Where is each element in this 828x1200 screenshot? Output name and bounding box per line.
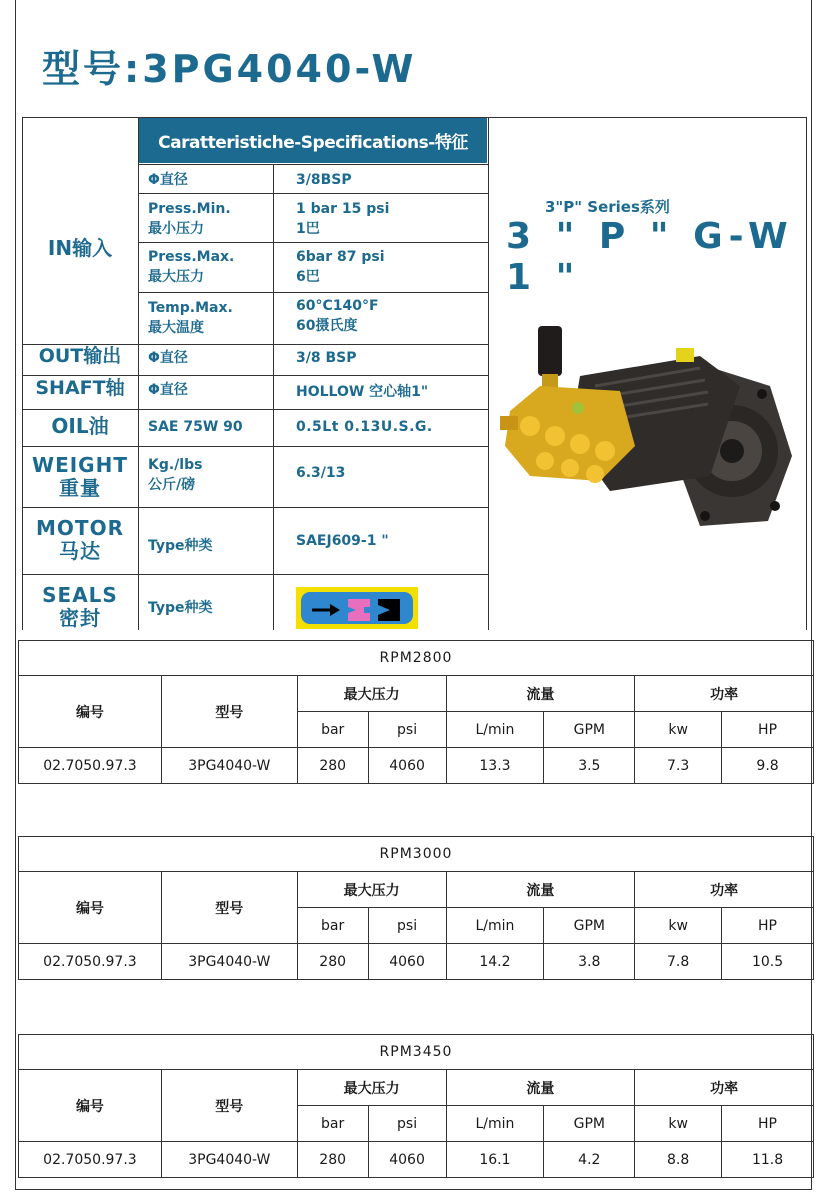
pressure-header: 最大压力 (297, 872, 446, 908)
seals-type-label: Type种类 (148, 600, 213, 616)
psi-cell: 4060 (368, 944, 446, 980)
kw-cell: 8.8 (635, 1142, 722, 1178)
bar-header: bar (297, 712, 368, 748)
motor-label (22, 517, 138, 563)
motor-label-en: MOTOR (36, 516, 124, 540)
lmin-cell: 13.3 (446, 748, 544, 784)
model-cell: 3PG4040-W (161, 944, 297, 980)
bar-cell: 280 (297, 1142, 368, 1178)
psi-header: psi (368, 1106, 446, 1142)
weight-label-en: WEIGHT (32, 453, 128, 477)
rpm-title: RPM3000 (19, 837, 814, 872)
shaft-value: HOLLOW 空心轴1" (296, 384, 429, 400)
lmin-cell: 14.2 (446, 944, 544, 980)
page-title: 型号:3PG4040-W (42, 47, 417, 91)
gpm-cell: 3.5 (544, 748, 635, 784)
kw-header: kw (635, 908, 722, 944)
motor-value: SAEJ609-1 " (296, 533, 389, 549)
pmax-value-en: 6bar 87 psi (296, 249, 385, 265)
pmax-value-cn: 6巴 (296, 269, 320, 286)
pmax-label-cn: 最大压力 (148, 269, 204, 286)
temp-value-cn: 60摄氏度 (296, 318, 358, 335)
flow-header: 流量 (446, 1070, 635, 1106)
spec-divider (23, 446, 488, 447)
pmin-value-en: 1 bar 15 psi (296, 201, 390, 217)
model-header: 型号 (161, 1070, 297, 1142)
weight-unit-en: Kg./lbs (148, 457, 203, 473)
temp-label (148, 298, 233, 339)
pmax-label-en: Press.Max. (148, 249, 235, 265)
hp-header: HP (722, 1106, 814, 1142)
spec-divider (138, 242, 488, 243)
weight-unit-cn: 公斤/磅 (148, 477, 196, 494)
weight-label (22, 454, 138, 500)
temp-value (296, 296, 379, 337)
spec-divider (138, 164, 488, 165)
motor-label-cn: 马达 (59, 539, 101, 563)
temp-label-en: Temp.Max. (148, 300, 233, 316)
bar-header: bar (297, 1106, 368, 1142)
kw-cell: 7.3 (635, 748, 722, 784)
shaft-label: SHAFT轴 (35, 377, 125, 399)
oil-label: OIL油 (51, 414, 109, 438)
gpm-cell: 3.8 (544, 944, 635, 980)
code-header: 编号 (19, 1070, 162, 1142)
psi-header: psi (368, 908, 446, 944)
series-label: 3"P" Series系列 (545, 198, 670, 216)
pmin-value-cn: 1巴 (296, 221, 320, 238)
lmin-header: L/min (446, 1106, 544, 1142)
spec-divider (23, 574, 488, 575)
out-label: OUT输出 (38, 345, 122, 367)
gpm-header: GPM (544, 712, 635, 748)
power-header: 功率 (635, 872, 814, 908)
psi-header: psi (368, 712, 446, 748)
spec-divider (23, 375, 488, 376)
oil-value: 0.5Lt 0.13U.S.G. (296, 419, 433, 435)
table-row (19, 748, 814, 784)
flow-header: 流量 (446, 872, 635, 908)
rpm-table (18, 640, 814, 784)
kw-cell: 7.8 (635, 944, 722, 980)
lmin-header: L/min (446, 712, 544, 748)
shaft-diam-label: Φ直径 (148, 382, 188, 398)
model-cell: 3PG4040-W (161, 1142, 297, 1178)
rpm-table (18, 1034, 814, 1178)
temp-label-cn: 最大温度 (148, 320, 204, 337)
pmin-value (296, 199, 389, 240)
lmin-cell: 16.1 (446, 1142, 544, 1178)
spec-divider (23, 409, 488, 410)
pump-image (500, 316, 800, 536)
kw-header: kw (635, 1106, 722, 1142)
model-header: 型号 (161, 872, 297, 944)
pmin-label (148, 199, 231, 240)
pressure-header: 最大压力 (297, 1070, 446, 1106)
rpm-table (18, 836, 814, 980)
code-cell: 02.7050.97.3 (19, 748, 162, 784)
gpm-cell: 4.2 (544, 1142, 635, 1178)
code-header: 编号 (19, 872, 162, 944)
spec-divider (23, 507, 488, 508)
series-model: 3 " P " G-W 1 " (506, 216, 794, 298)
table-row (19, 1142, 814, 1178)
pmax-value (296, 247, 385, 288)
power-header: 功率 (635, 676, 814, 712)
gpm-header: GPM (544, 1106, 635, 1142)
gpm-header: GPM (544, 908, 635, 944)
in-diam-value: 3/8BSP (296, 172, 352, 188)
oil-type: SAE 75W 90 (148, 419, 243, 435)
rpm-title: RPM3450 (19, 1035, 814, 1070)
weight-value: 6.3/13 (296, 465, 346, 481)
hp-header: HP (722, 712, 814, 748)
psi-cell: 4060 (368, 748, 446, 784)
spec-divider (273, 164, 274, 630)
spec-header: Caratteristiche-Specifications-特征 (139, 118, 487, 163)
hp-header: HP (722, 908, 814, 944)
bar-cell: 280 (297, 748, 368, 784)
rpm-title: RPM2800 (19, 641, 814, 676)
code-cell: 02.7050.97.3 (19, 1142, 162, 1178)
flow-header: 流量 (446, 676, 635, 712)
bar-cell: 280 (297, 944, 368, 980)
in-label: IN输入 (47, 236, 113, 260)
out-diam-label: Φ直径 (148, 350, 188, 366)
table-row (19, 944, 814, 980)
pmin-label-cn: 最小压力 (148, 221, 204, 238)
code-header: 编号 (19, 676, 162, 748)
spec-divider (488, 118, 489, 630)
spec-divider (138, 118, 139, 630)
power-header: 功率 (635, 1070, 814, 1106)
hp-cell: 9.8 (722, 748, 814, 784)
spec-divider (138, 193, 488, 194)
model-header: 型号 (161, 676, 297, 748)
lmin-header: L/min (446, 908, 544, 944)
motor-type-label: Type种类 (148, 538, 213, 554)
in-diam-label: Φ直径 (148, 172, 188, 188)
psi-cell: 4060 (368, 1142, 446, 1178)
pmin-label-en: Press.Min. (148, 201, 231, 217)
seal-type-icon (296, 587, 418, 629)
model-cell: 3PG4040-W (161, 748, 297, 784)
out-value: 3/8 BSP (296, 350, 357, 366)
seals-label (22, 584, 138, 630)
hp-cell: 11.8 (722, 1142, 814, 1178)
hp-cell: 10.5 (722, 944, 814, 980)
spec-divider (138, 292, 488, 293)
seals-label-cn: 密封 (59, 606, 101, 630)
seals-label-en: SEALS (42, 583, 118, 607)
bar-header: bar (297, 908, 368, 944)
pressure-header: 最大压力 (297, 676, 446, 712)
pmax-label (148, 247, 234, 288)
kw-header: kw (635, 712, 722, 748)
temp-value-en: 60°C140°F (296, 298, 379, 314)
weight-unit (148, 455, 202, 496)
code-cell: 02.7050.97.3 (19, 944, 162, 980)
weight-label-cn: 重量 (59, 476, 101, 500)
